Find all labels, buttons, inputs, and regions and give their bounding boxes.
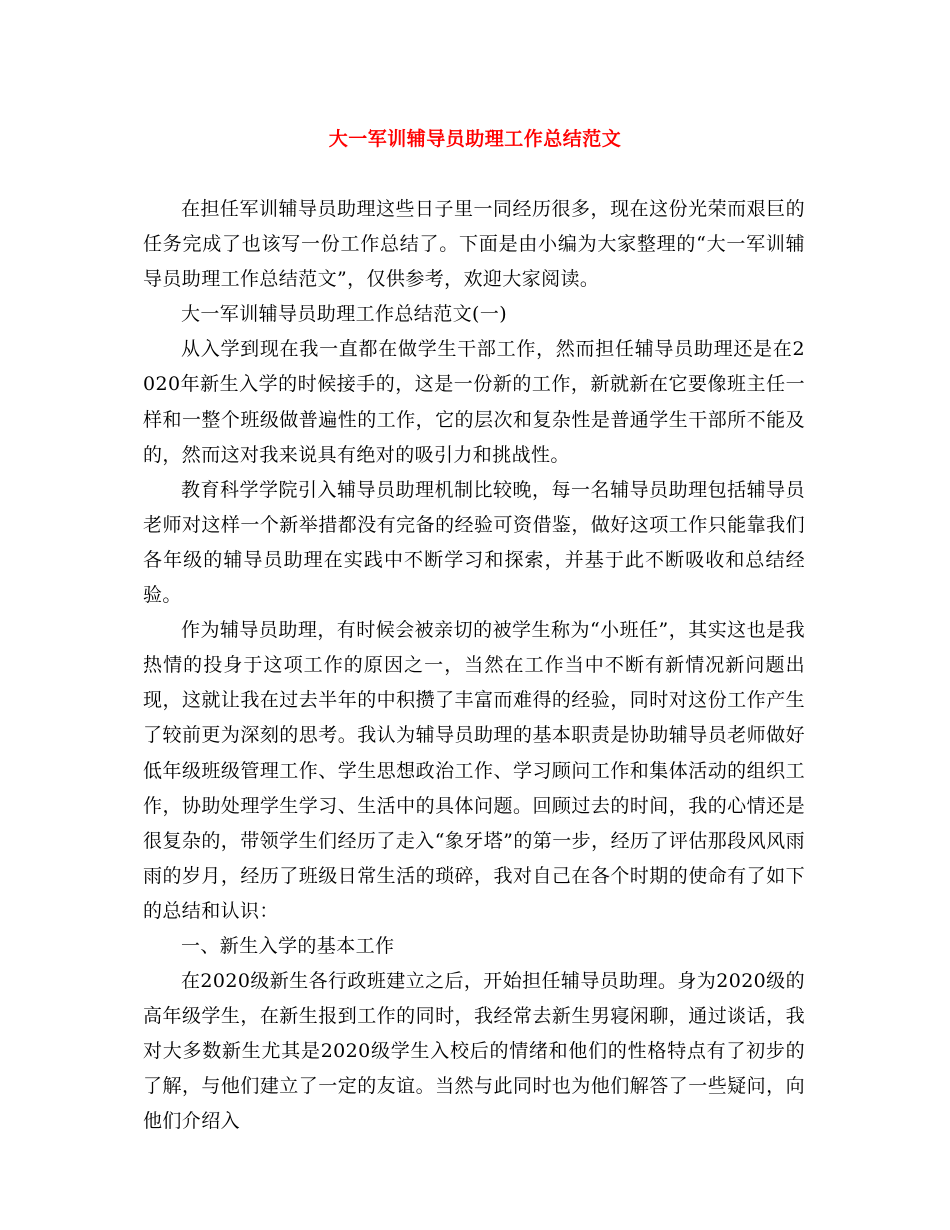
document-title: 大一军训辅导员助理工作总结范文: [328, 128, 622, 150]
paragraph-subtitle: 大一军训辅导员助理工作总结范文(一): [181, 303, 508, 326]
paragraph-body-1: 从入学到现在我一直都在做学生干部工作，然而担任辅导员助理还是在2020年新生入学的时候接手的，这是一份新的工作，新就新在它要像班主任一样和一整个班级做普遍性的工作，它的层次和复杂性是普通学生干部所不能及的，然而这对我来说具有绝对的吸引力和挑战性。: [143, 338, 805, 466]
document-body: [143, 192, 805, 1140]
paragraph-body-3: 作为辅导员助理，有时候会被亲切的被学生称为“小班任”，其实这也是我热情的投身于这项工作的原因之一，当然在工作当中不断有新情况新问题出现，这就让我在过去半年的中积攒了丰富而难得的经验，同时对这份工作产生了较前更为深刻的思考。我认为辅导员助理的基本职责是协助辅导员老师做好低年级班级管理工作、学生思想政治工作、学习顾问工作和集体活动的组织工作，协助处理学生学习、生活中的具体问题。回顾过去的时间，我的心情还是很复杂的，带领学生们经历了走入“象牙塔”的第一步，经历了评估那段风风雨雨的岁月，经历了班级日常生活的琐碎，我对自己在各个时期的使命有了如下的总结和认识：: [143, 619, 805, 922]
paragraph-body-4: 在2020级新生各行政班建立之后，开始担任辅导员助理。身为2020级的高年级学生，在新生报到工作的同时，我经常去新生男寝闲聊，通过谈话，我对大多数新生尤其是2020级学生入校后的情绪和他们的性格特点有了初步的了解，与他们建立了一定的友谊。当然与此同时也为他们解答了一些疑问，向他们介绍入: [143, 970, 805, 1133]
paragraph-body-2: 教育科学学院引入辅导员助理机制比较晚，每一名辅导员助理包括辅导员老师对这样一个新举措都没有完备的经验可资借鉴，做好这项工作只能靠我们各年级的辅导员助理在实践中不断学习和探索，并基于此不断吸收和总结经验。: [143, 478, 805, 607]
section-heading: 一、新生入学的基本工作: [181, 934, 395, 957]
paragraph-intro: 在担任军训辅导员助理这些日子里一同经历很多，现在这份光荣而艰巨的任务完成了也该写一份工作总结了。下面是由小编为大家整理的“大一军训辅导员助理工作总结范文”，仅供参考，欢迎大家阅读。: [143, 198, 805, 291]
